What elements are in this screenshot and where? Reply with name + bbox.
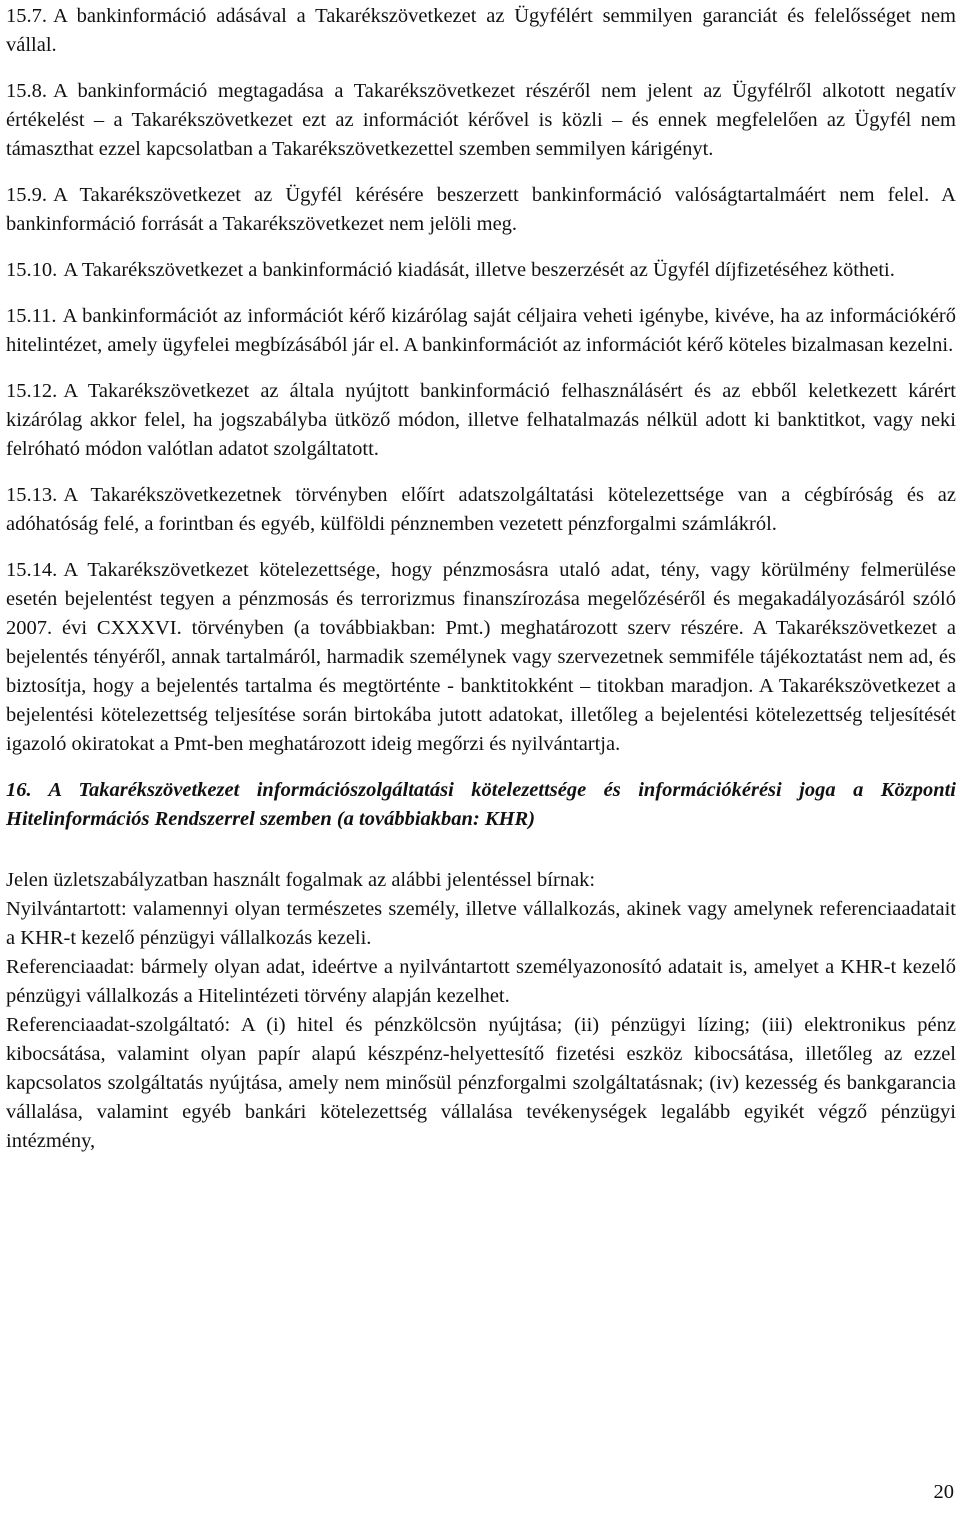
definitions-intro: Jelen üzletszabályzatban használt fogalmak az alábbi jelentéssel bírnak: [6, 869, 596, 891]
paragraph-15-9 [6, 181, 956, 239]
paragraph-text: A Takarékszövetkezetnek törvényben előírt adatszolgáltatási kötelezettsége van a cégbíróság és az adóhatóság felé, a forintban és egyéb, külföldi pénznemben vezetett pénzforgalmi számlákról. [6, 484, 956, 535]
paragraph-15-12 [6, 377, 956, 464]
paragraph-number: 15.11. [6, 305, 57, 327]
paragraph-15-13 [6, 481, 956, 539]
definition-nyilvantartott: Nyilvántartott: valamennyi olyan természetes személy, illetve vállalkozás, akinek vagy amelynek referenciaadatait a KHR-t kezelő pénzügyi vállalkozás kezeli. [6, 898, 956, 949]
paragraph-15-10 [6, 256, 956, 285]
paragraph-text: A Takarékszövetkezet az Ügyfél kérésére beszerzett bankinformáció valóságtartalmáért nem felel. A bankinformáció forrását a Takarékszövetkezet nem jelöli meg. [6, 184, 956, 235]
paragraph-number: 15.8. [6, 80, 47, 102]
paragraph-number: 15.13. [6, 484, 58, 506]
paragraph-number: 15.10. [6, 259, 58, 281]
paragraph-text: A bankinformáció adásával a Takarékszövetkezet az Ügyfélért semmilyen garanciát és felelősséget nem vállal. [6, 5, 956, 56]
paragraph-15-11 [6, 302, 956, 360]
definition-referenciaadat-szolgaltato: Referenciaadat-szolgáltató: A (i) hitel és pénzkölcsön nyújtása; (ii) pénzügyi lízing; (iii) elektronikus pénz kibocsátása, valamint olyan papír alapú készpénz-helyettesítő fizetési eszköz kibocsátása, illetőleg az ezzel kapcsolatos szolgáltatás nyújtása, amely nem minősül pénzforgalmi szolgáltatásnak; (iv) kezesség és bankgarancia vállalása, valamint egyéb bankári kötelezettség vállalása tevékenységek legalább egyikét végző pénzügyi intézmény, [6, 1014, 956, 1152]
paragraph-number: 15.7. [6, 5, 47, 27]
paragraph-text: A Takarékszövetkezet a bankinformáció kiadását, illetve beszerzését az Ügyfél díjfizetéséhez kötheti. [63, 259, 895, 281]
document-page [6, 0, 956, 1156]
definition-referenciaadat: Referenciaadat: bármely olyan adat, ideértve a nyilvántartott személyazonosító adatait is, amelyet a KHR-t kezelő pénzügyi vállalkozás a Hitelintézeti törvény alapján kezelhet. [6, 956, 956, 1007]
paragraph-15-7 [6, 2, 956, 60]
paragraph-text: A Takarékszövetkezet kötelezettsége, hogy pénzmosásra utaló adat, tény, vagy körülmény felmerülése esetén bejelentést tegyen a pénzmosás és terrorizmus finanszírozása megelőzéséről és megakadályozásáról szóló 2007. évi CXXXVI. törvényben (a továbbiakban: Pmt.) meghatározott szerv részére. A Takarékszövetkezet a bejelentés tényéről, annak tartalmáról, harmadik személynek vagy szervezetnek semmiféle tájékoztatást nem ad, és biztosítja, hogy a bejelentés tartalma és megtörténte - banktitokként – titokban maradjon. A Takarékszövetkezet a bejelentési kötelezettség teljesítése során birtokába jutott adatokat, illetőleg a bejelentési kötelezettség teljesítését igazoló okiratokat a Pmt-ben meghatározott ideig megőrzi és nyilvántartja. [6, 559, 956, 755]
paragraph-text: A bankinformációt az információt kérő kizárólag saját céljaira veheti igénybe, kivéve, ha az információkérő hitelintézet, amely ügyfelei megbízásából jár el. A bankinformációt az információt kérő köteles bizalmasan kezelni. [6, 305, 956, 356]
paragraph-15-14 [6, 556, 956, 759]
paragraph-text: A bankinformáció megtagadása a Takarékszövetkezet részéről nem jelent az Ügyfélről alkotott negatív értékelést – a Takarékszövetkezet ezt az információt kérővel is közli – és ennek megfelelően az Ügyfél nem támaszthat ezzel kapcsolatban a Takarékszövetkezettel szemben semmilyen kárigényt. [6, 80, 956, 160]
section-16-heading: 16. A Takarékszövetkezet információszolgáltatási kötelezettsége és információkérési joga a Központi Hitelinformációs Rendszerrel szemben (a továbbiakban: KHR) [6, 779, 956, 830]
paragraph-number: 15.14. [6, 559, 58, 581]
paragraph-number: 15.9. [6, 184, 47, 206]
paragraph-15-8 [6, 77, 956, 164]
paragraph-number: 15.12. [6, 380, 58, 402]
paragraph-text: A Takarékszövetkezet az általa nyújtott bankinformáció felhasználásért és az ebből keletkezett kárért kizárólag akkor felel, ha jogszabályba ütköző módon, illetve felhatalmazás nélkül adott ki banktitkot, vagy neki felróható módon valótlan adatot szolgáltatott. [6, 380, 956, 460]
page-number: 20 [933, 1481, 954, 1503]
